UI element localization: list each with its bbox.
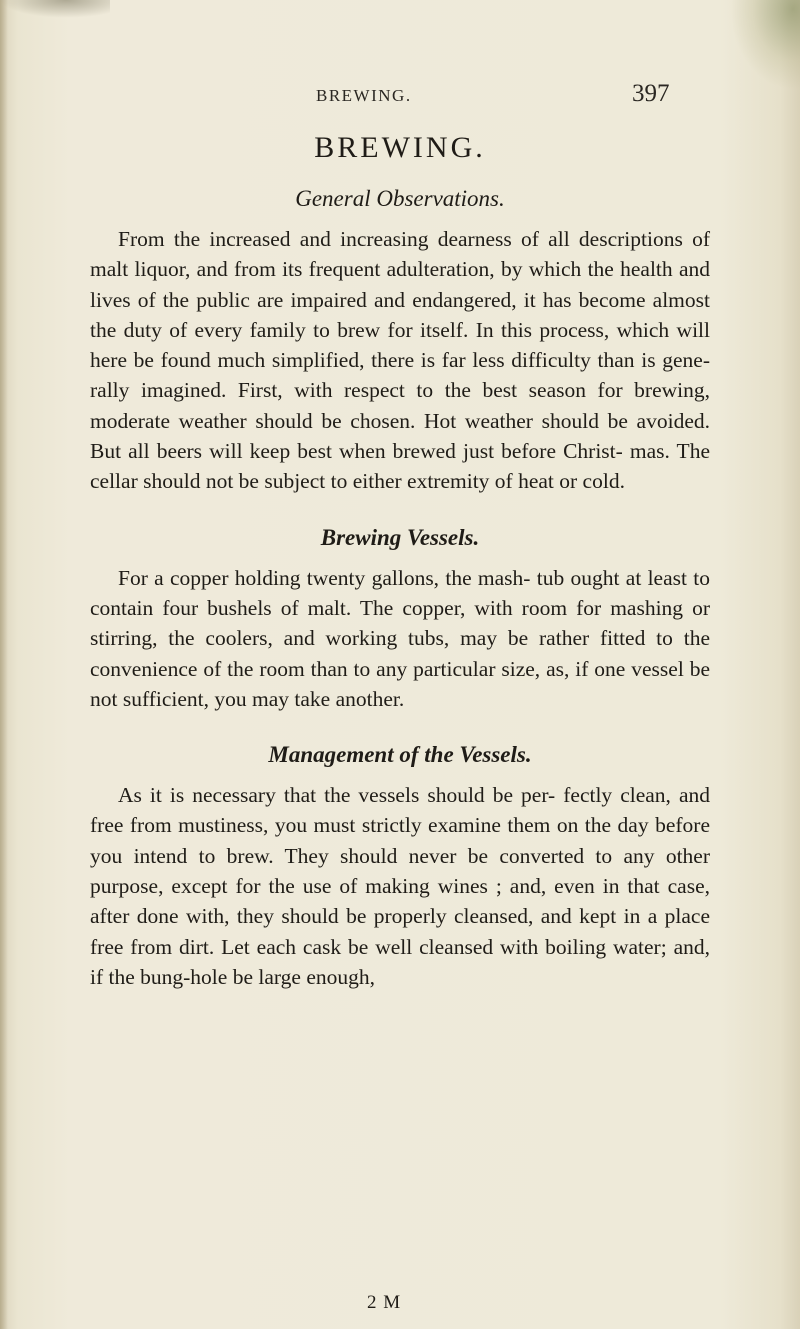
section-heading-brewing-vessels: Brewing Vessels. bbox=[320, 524, 480, 550]
paragraph-brewing-vessels: For a copper holding twenty gallons, the mash- tub ought at least to contain four bushels of malt. The copper, with room for mashing or stirring, the coolers, and working tubs, may be rather fitted to the convenience of the room than to any particular size, as, if one vessel be not sufficient, you may take another. bbox=[90, 565, 710, 711]
page-edge-shadow bbox=[0, 0, 8, 1329]
page-number: 397 bbox=[632, 80, 670, 107]
running-head: BREWING. bbox=[316, 86, 412, 105]
section-heading-general-observations: General Observations. bbox=[295, 186, 505, 211]
paragraph-management-of-vessels: As it is necessary that the vessels should be per- fectly clean, and free from mustiness, you must strictly examine them on the day before you intend to brew. They should never be converted to any other purpose, except for the use of making wines ; and, even in that case, after done with, they should be properly cleansed, and kept in a place free from dirt. Let each cask be well cleansed with boiling water; and, if the bung-hole be large enough, bbox=[90, 783, 710, 989]
signature-mark: 2 M bbox=[367, 1292, 402, 1313]
section-heading-management-of-vessels: Management of the Vessels. bbox=[268, 742, 532, 768]
corner-stain bbox=[730, 0, 800, 90]
paragraph-general-observations: From the increased and increasing dearness of all descriptions of malt liquor, and from its frequent adulteration, by which the health and lives of the public are impaired and endangered, it has become almost the duty of every family to brew for itself. In this process, which will here be found much simplified, there is far less difficulty than is gene- rally imagined. First, with respect to the best season for brewing, moderate weather should be chosen. Hot weather should be avoided. But all beers will keep best when brewed just before Christ- mas. The cellar should not be subject to either extremity of heat or cold. bbox=[90, 227, 710, 494]
chapter-title: BREWING. bbox=[314, 131, 486, 164]
corner-stain-left bbox=[0, 0, 110, 18]
page-content bbox=[90, 128, 710, 992]
